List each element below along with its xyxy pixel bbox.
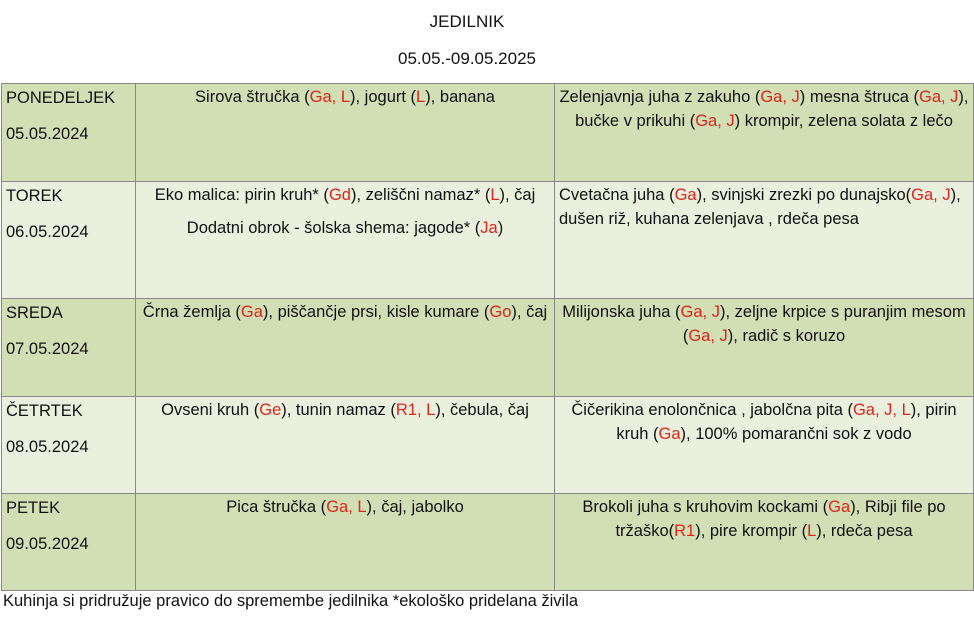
menu-text: ), dušen riž, kuhana zelenjava , rdeča pesa <box>559 186 961 228</box>
menu-text: ), banana <box>425 88 495 106</box>
lunch-cell <box>555 182 974 299</box>
allergen-code: L <box>807 521 817 540</box>
day-name: PETEK <box>6 499 61 517</box>
allergen-code: Ga <box>828 498 851 516</box>
day-cell <box>2 397 136 494</box>
allergen-code: Ga, J <box>760 88 800 106</box>
lunch-cell <box>555 84 974 182</box>
breakfast-cell <box>136 182 555 299</box>
menu-text: ), čaj <box>499 186 536 204</box>
menu-text: Dodatni obrok - šolska shema: jagode* ( <box>186 218 481 237</box>
menu-text: Eko malica: pirin kruh* ( <box>154 186 329 204</box>
menu-text: Sirova štručka ( <box>195 88 310 106</box>
day-name: PONEDELJEK <box>6 89 116 107</box>
weekly-menu-body <box>2 84 974 591</box>
allergen-code: R1, L <box>395 401 436 419</box>
menu-text: ), svinjski zrezki po dunajsko( <box>696 186 912 204</box>
table-row <box>2 299 974 397</box>
lunch-cell <box>555 494 974 591</box>
allergen-code: Ga, J <box>688 326 728 345</box>
allergen-code: Go <box>489 303 512 321</box>
menu-week-dates: 05.05.-09.05.2025 <box>397 49 536 68</box>
menu-text: Zelenjavnja juha z zakuho ( <box>559 88 761 106</box>
allergen-code: Ja <box>480 218 498 237</box>
allergen-code: Ga, J <box>911 186 951 204</box>
table-row <box>2 397 974 494</box>
menu-text: ), Ribji file po tržaško( <box>615 498 946 540</box>
allergen-code: Ga <box>674 186 697 204</box>
allergen-code: Ga, J <box>918 88 959 106</box>
day-cell <box>2 299 136 397</box>
day-cell <box>2 182 136 299</box>
menu-text: Čičerikina enolončnica , jabolčna pita ( <box>571 401 853 419</box>
day-date: 09.05.2024 <box>6 534 89 553</box>
allergen-code: Ga, J <box>680 303 720 321</box>
menu-text: ), piščančje prsi, kisle kumare ( <box>262 303 490 321</box>
day-date: 08.05.2024 <box>6 437 89 456</box>
day-cell <box>2 84 136 182</box>
lunch-cell <box>555 397 974 494</box>
menu-text: ), radič s koruzo <box>727 326 846 345</box>
table-row <box>2 182 974 299</box>
allergen-code: Ga, L <box>326 498 367 516</box>
footer-note: Kuhinja si pridružuje pravico do spremembe jedilnika *ekološko pridelana živila <box>3 592 579 610</box>
menu-text: ), čebula, čaj <box>435 401 529 419</box>
menu-text: ), zeljne krpice s puranjim mesom ( <box>682 303 966 345</box>
menu-text: Milijonska juha ( <box>562 303 681 321</box>
menu-text: ), čaj, jabolko <box>366 498 464 516</box>
menu-text: ), pirin kruh ( <box>616 401 957 443</box>
menu-text: ) mesna štruca ( <box>799 88 919 106</box>
menu-text: ) <box>497 218 504 237</box>
allergen-code: Ga <box>240 303 263 321</box>
day-name: SREDA <box>6 304 63 322</box>
menu-title: JEDILNIK <box>429 12 505 31</box>
day-date: 05.05.2024 <box>6 124 89 143</box>
menu-text: ), tunin namaz ( <box>281 401 396 419</box>
day-cell <box>2 494 136 591</box>
breakfast-cell <box>136 494 555 591</box>
menu-text: ), bučke v prikuhi ( <box>575 88 969 130</box>
breakfast-cell <box>136 84 555 182</box>
allergen-code: R1 <box>674 521 696 540</box>
menu-text: Brokoli juha s kruhovim kockami ( <box>582 498 829 516</box>
allergen-code: Ga, J <box>695 111 735 130</box>
lunch-cell <box>555 299 974 397</box>
day-name: TOREK <box>6 187 63 205</box>
allergen-code: Gd <box>328 186 351 204</box>
weekly-menu-table <box>1 83 974 591</box>
menu-text: ), pire krompir ( <box>695 521 808 540</box>
menu-text: ), rdeča pesa <box>816 521 913 540</box>
menu-text: ) krompir, zelena solata z lečo <box>734 111 953 130</box>
breakfast-extra <box>140 217 550 241</box>
day-date: 07.05.2024 <box>6 339 89 358</box>
menu-text: Črna žemlja ( <box>142 303 241 321</box>
breakfast-cell <box>136 299 555 397</box>
menu-text: ), jogurt ( <box>350 88 417 106</box>
breakfast-main <box>155 186 536 204</box>
allergen-code: Ga, J, L <box>852 401 911 419</box>
menu-text: Ovseni kruh ( <box>161 401 260 419</box>
day-date: 06.05.2024 <box>6 222 89 241</box>
breakfast-cell <box>136 397 555 494</box>
allergen-code: L <box>416 88 426 106</box>
menu-text: Pica štručka ( <box>226 498 327 516</box>
day-name: ČETRTEK <box>6 402 83 420</box>
allergen-code: Ga <box>658 424 681 443</box>
allergen-code: L <box>490 186 500 204</box>
table-row <box>2 494 974 591</box>
menu-text: ), čaj <box>511 303 548 321</box>
allergen-code: Ga, L <box>309 88 351 106</box>
allergen-code: Ge <box>259 401 282 419</box>
menu-text: ), zeliščni namaz* ( <box>350 186 491 204</box>
table-row <box>2 84 974 182</box>
menu-text: Cvetačna juha ( <box>559 186 675 204</box>
menu-text: ), 100% pomarančni sok z vodo <box>680 424 912 443</box>
